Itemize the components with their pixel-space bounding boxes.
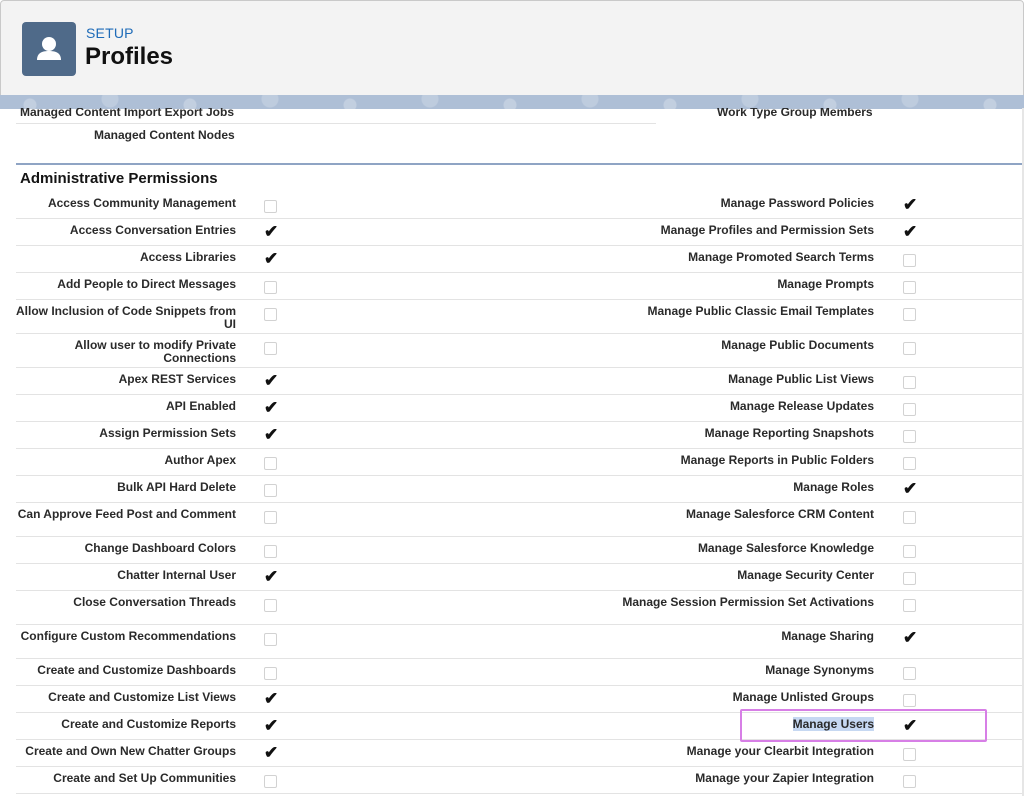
permission-row [16, 476, 1024, 503]
permission-checkbox[interactable] [264, 599, 277, 612]
checkmark-icon[interactable]: ✔ [903, 222, 918, 241]
checkmark-icon[interactable]: ✔ [264, 716, 279, 735]
permission-label: Manage Salesforce CRM Content [685, 507, 874, 521]
permission-checkbox[interactable] [903, 430, 916, 443]
checkmark-icon[interactable]: ✔ [264, 567, 279, 586]
permission-label: API Enabled [165, 399, 236, 413]
checkmark-icon[interactable]: ✔ [903, 195, 918, 214]
permission-checkbox[interactable] [264, 200, 277, 213]
checkmark-icon[interactable]: ✔ [264, 398, 279, 417]
permission-checkbox[interactable] [264, 457, 277, 470]
permission-row [16, 503, 1024, 537]
permission-row [16, 192, 1024, 219]
selected-text: Manage Users [792, 717, 874, 731]
permission-label: Manage Release Updates [729, 399, 874, 413]
page-header [0, 0, 1024, 96]
permission-checkbox[interactable] [903, 403, 916, 416]
permission-row [16, 273, 1024, 300]
checkmark-icon[interactable]: ✔ [903, 628, 918, 647]
permission-checkbox[interactable] [903, 545, 916, 558]
checkmark-icon[interactable]: ✔ [903, 479, 918, 498]
permission-checkbox[interactable] [264, 633, 277, 646]
permission-label: Manage Public List Views [728, 372, 874, 386]
permission-checkbox[interactable] [903, 694, 916, 707]
permission-row [16, 625, 1024, 659]
permission-row [16, 219, 1024, 246]
prev-item-right-0: Work Type Group Members [717, 108, 873, 119]
permission-label: Create and Customize Reports [61, 717, 236, 731]
user-profile-icon [22, 22, 76, 76]
permission-checkbox[interactable] [903, 308, 916, 321]
permission-row [16, 449, 1024, 476]
permission-label: Assign Permission Sets [99, 426, 236, 440]
permission-label: Manage Reports in Public Folders [680, 453, 874, 467]
permission-label: Author Apex [164, 453, 236, 467]
prev-item-left-1: Managed Content Nodes [94, 128, 235, 142]
checkmark-icon[interactable]: ✔ [264, 743, 279, 762]
permission-label: Apex REST Services [118, 372, 236, 386]
permission-label: Create and Set Up Communities [53, 771, 236, 785]
permission-label: Manage Unlisted Groups [732, 690, 874, 704]
profile-content [0, 108, 1024, 796]
permission-label: Manage your Clearbit Integration [686, 744, 874, 758]
permission-checkbox[interactable] [903, 376, 916, 389]
highlight-annotation [740, 709, 987, 742]
permission-row [16, 300, 1024, 334]
permission-checkbox[interactable] [264, 545, 277, 558]
permission-row [16, 740, 1024, 767]
permission-label: Access Community Management [47, 196, 236, 210]
decorative-banner [0, 95, 1024, 109]
permission-row [16, 564, 1024, 591]
permission-label: Add People to Direct Messages [57, 277, 236, 291]
permission-checkbox[interactable] [264, 308, 277, 321]
divider [16, 123, 656, 124]
section-heading: Administrative Permissions [20, 170, 218, 187]
permission-checkbox[interactable] [264, 775, 277, 788]
permission-checkbox[interactable] [264, 484, 277, 497]
permission-label: Manage your Zapier Integration [695, 771, 874, 785]
permission-label: Manage Prompts [777, 277, 874, 291]
checkmark-icon[interactable]: ✔ [264, 249, 279, 268]
permission-row [16, 659, 1024, 686]
checkmark-icon[interactable]: ✔ [264, 222, 279, 241]
permission-checkbox[interactable] [903, 457, 916, 470]
checkmark-icon[interactable]: ✔ [264, 371, 279, 390]
permission-label: Create and Customize Dashboards [37, 663, 236, 677]
permission-row [16, 422, 1024, 449]
permission-label: Manage Public Documents [721, 338, 874, 352]
permission-label: Access Conversation Entries [69, 223, 236, 237]
permission-checkbox[interactable] [264, 667, 277, 680]
header-eyebrow: SETUP [86, 25, 134, 41]
permission-label: Manage Roles [793, 480, 874, 494]
permission-label: Manage Password Policies [720, 196, 874, 210]
permission-label: Chatter Internal User [117, 568, 236, 582]
permission-row [16, 395, 1024, 422]
permission-label: Manage Synonyms [765, 663, 874, 677]
permission-checkbox[interactable] [903, 281, 916, 294]
permission-label: Manage Security Center [737, 568, 874, 582]
permission-label: Allow Inclusion of Code Snippets from UI [16, 304, 237, 331]
permission-row [16, 767, 1024, 794]
permission-label: Manage Session Permission Set Activations [622, 595, 874, 609]
permission-row [16, 591, 1024, 625]
permission-checkbox[interactable] [903, 667, 916, 680]
permission-checkbox[interactable] [264, 342, 277, 355]
permission-checkbox[interactable] [903, 748, 916, 761]
permission-label: Manage Promoted Search Terms [688, 250, 874, 264]
permission-label: Bulk API Hard Delete [117, 480, 236, 494]
permission-checkbox[interactable] [264, 281, 277, 294]
permission-row [16, 334, 1024, 368]
permission-label: Configure Custom Recommendations [20, 629, 236, 643]
checkmark-icon[interactable]: ✔ [264, 689, 279, 708]
permission-checkbox[interactable] [903, 342, 916, 355]
prev-item-left-0: Managed Content Import Export Jobs [20, 108, 235, 119]
section-divider [16, 163, 1024, 165]
permission-checkbox[interactable] [903, 572, 916, 585]
permission-label: Close Conversation Threads [73, 595, 236, 609]
permission-label: Manage Profiles and Permission Sets [660, 223, 874, 237]
permission-label: Can Approve Feed Post and Comment [17, 507, 236, 521]
permission-label: Create and Customize List Views [48, 690, 236, 704]
permission-label: Manage Salesforce Knowledge [697, 541, 874, 555]
permission-row [16, 537, 1024, 564]
permission-label: Manage Reporting Snapshots [704, 426, 874, 440]
page-title: Profiles [85, 43, 174, 70]
permission-label: Manage Sharing [781, 629, 874, 643]
permission-label: Access Libraries [139, 250, 236, 264]
permission-checkbox[interactable] [903, 599, 916, 612]
permission-label: Create and Own New Chatter Groups [25, 744, 236, 758]
permission-label: Manage Public Classic Email Templates [647, 304, 874, 318]
permission-row [16, 246, 1024, 273]
permission-row [16, 368, 1024, 395]
permission-label: Change Dashboard Colors [84, 541, 236, 555]
permission-checkbox[interactable] [264, 511, 277, 524]
checkmark-icon[interactable]: ✔ [264, 425, 279, 444]
permission-checkbox[interactable] [903, 775, 916, 788]
permission-checkbox[interactable] [903, 254, 916, 267]
checkmark-icon[interactable]: ✔ [903, 716, 918, 735]
permission-checkbox[interactable] [903, 511, 916, 524]
permission-label: Allow user to modify Private Connections [74, 338, 236, 365]
